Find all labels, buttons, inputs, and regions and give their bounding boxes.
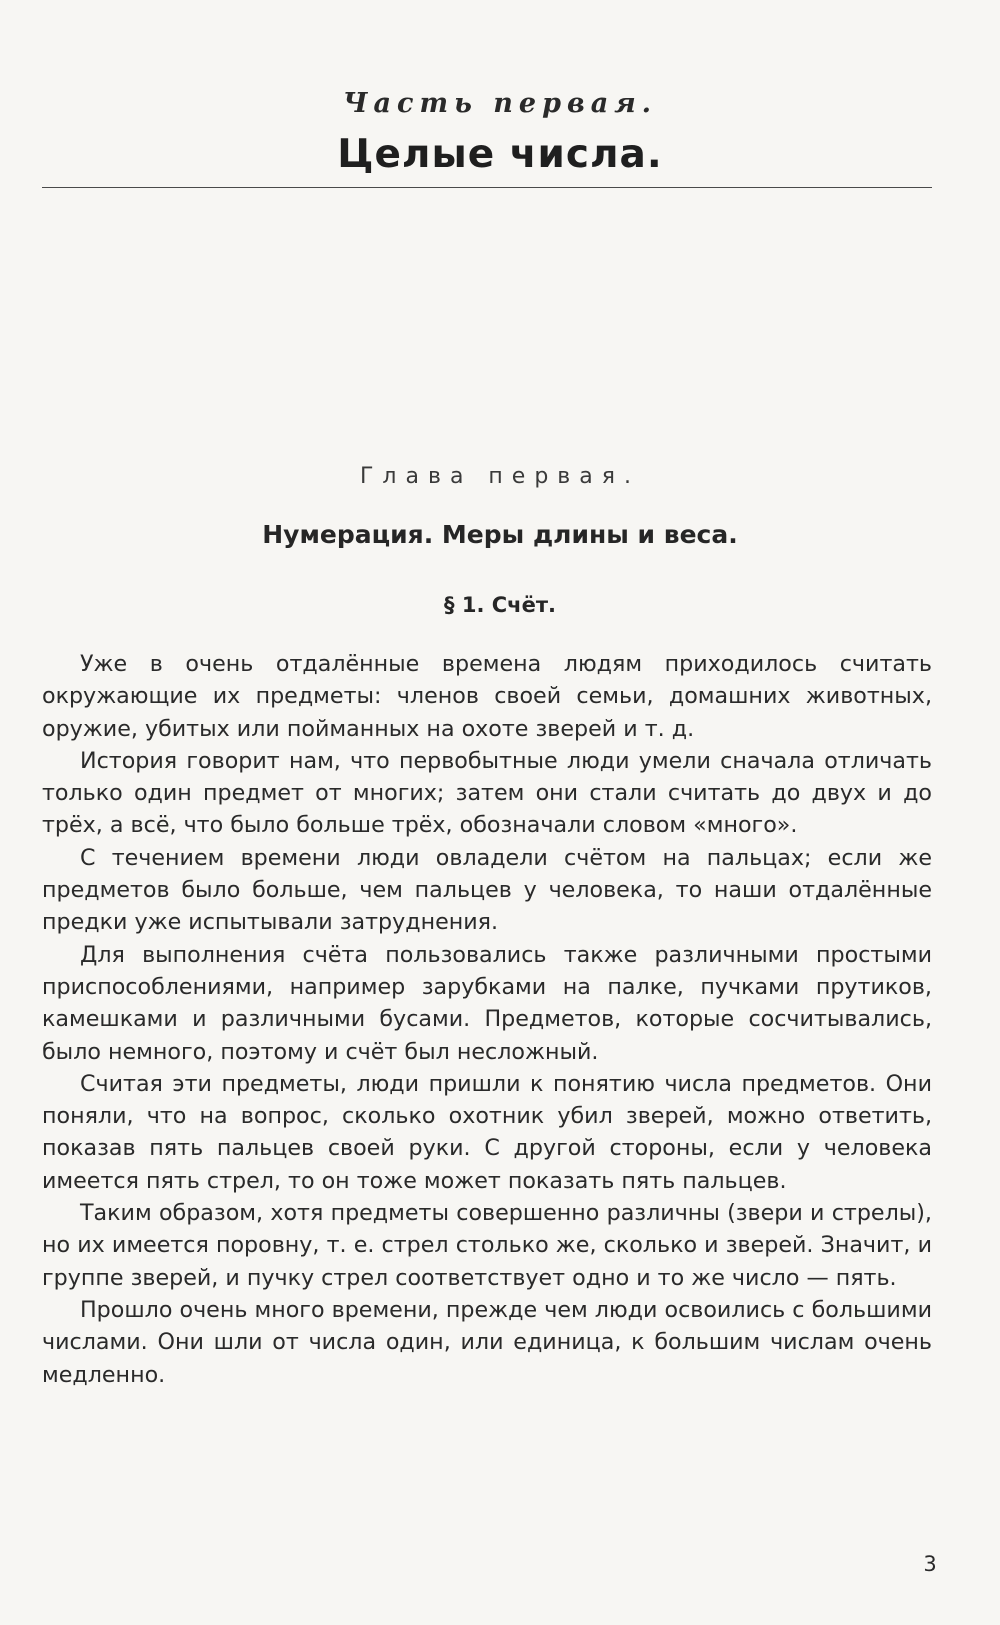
paragraph: История говорит нам, что первобытные люди умели сначала отличать только один предмет от многих; затем они стали считать до двух и до трёх, а всё, что было больше трёх, обозначали словом «много». (42, 747, 932, 839)
paragraph: С течением времени люди овладели счётом на пальцах; если же предметов было больше, чем пальцев у человека, то наши отдалённые предки уже испытывали затруднения. (42, 844, 932, 936)
section-title: § 1. Счёт. (444, 593, 556, 617)
page-number: 3 (923, 1552, 937, 1576)
paragraph: Уже в очень отдалённые времена людям приходилось считать окружающие их предметы: членов своей семьи, домашних животных, оружие, убитых или пойманных на охоте зверей и т. д. (42, 651, 932, 742)
paragraph: Прошло очень много времени, прежде чем люди освоились с большими числами. Они шли от числа один, или единица, к большим числам очень медленно. (42, 1296, 932, 1388)
chapter-label: Глава первая. (360, 464, 640, 489)
part-title: Целые числа. (337, 132, 663, 177)
paragraph: Считая эти предметы, люди пришли к понятию числа предметов. Они поняли, что на вопрос, сколько охотник убил зверей, можно ответить, показав пять пальцев своей руки. С другой стороны, если у человека имеется пять стрел, то он тоже может показать пять пальцев. (42, 1070, 932, 1194)
chapter-title: Нумерация. Меры длины и веса. (262, 520, 738, 549)
part-divider (42, 187, 932, 188)
body-text (42, 648, 932, 1391)
part-label: Часть первая. (342, 88, 658, 119)
paragraph: Для выполнения счёта пользовались также различными простыми приспособлениями, например зарубками на палке, пучками прутиков, камешками и различными бусами. Предметов, которые сосчитывались, было немного, поэтому и счёт был несложный. (42, 941, 932, 1065)
paragraph: Таким образом, хотя предметы совершенно различны (звери и стрелы), но их имеется поровну, т. е. стрел столько же, сколько и зверей. Значит, и группе зверей, и пучку стрел соответствует одно и то же число — пять. (42, 1200, 932, 1291)
